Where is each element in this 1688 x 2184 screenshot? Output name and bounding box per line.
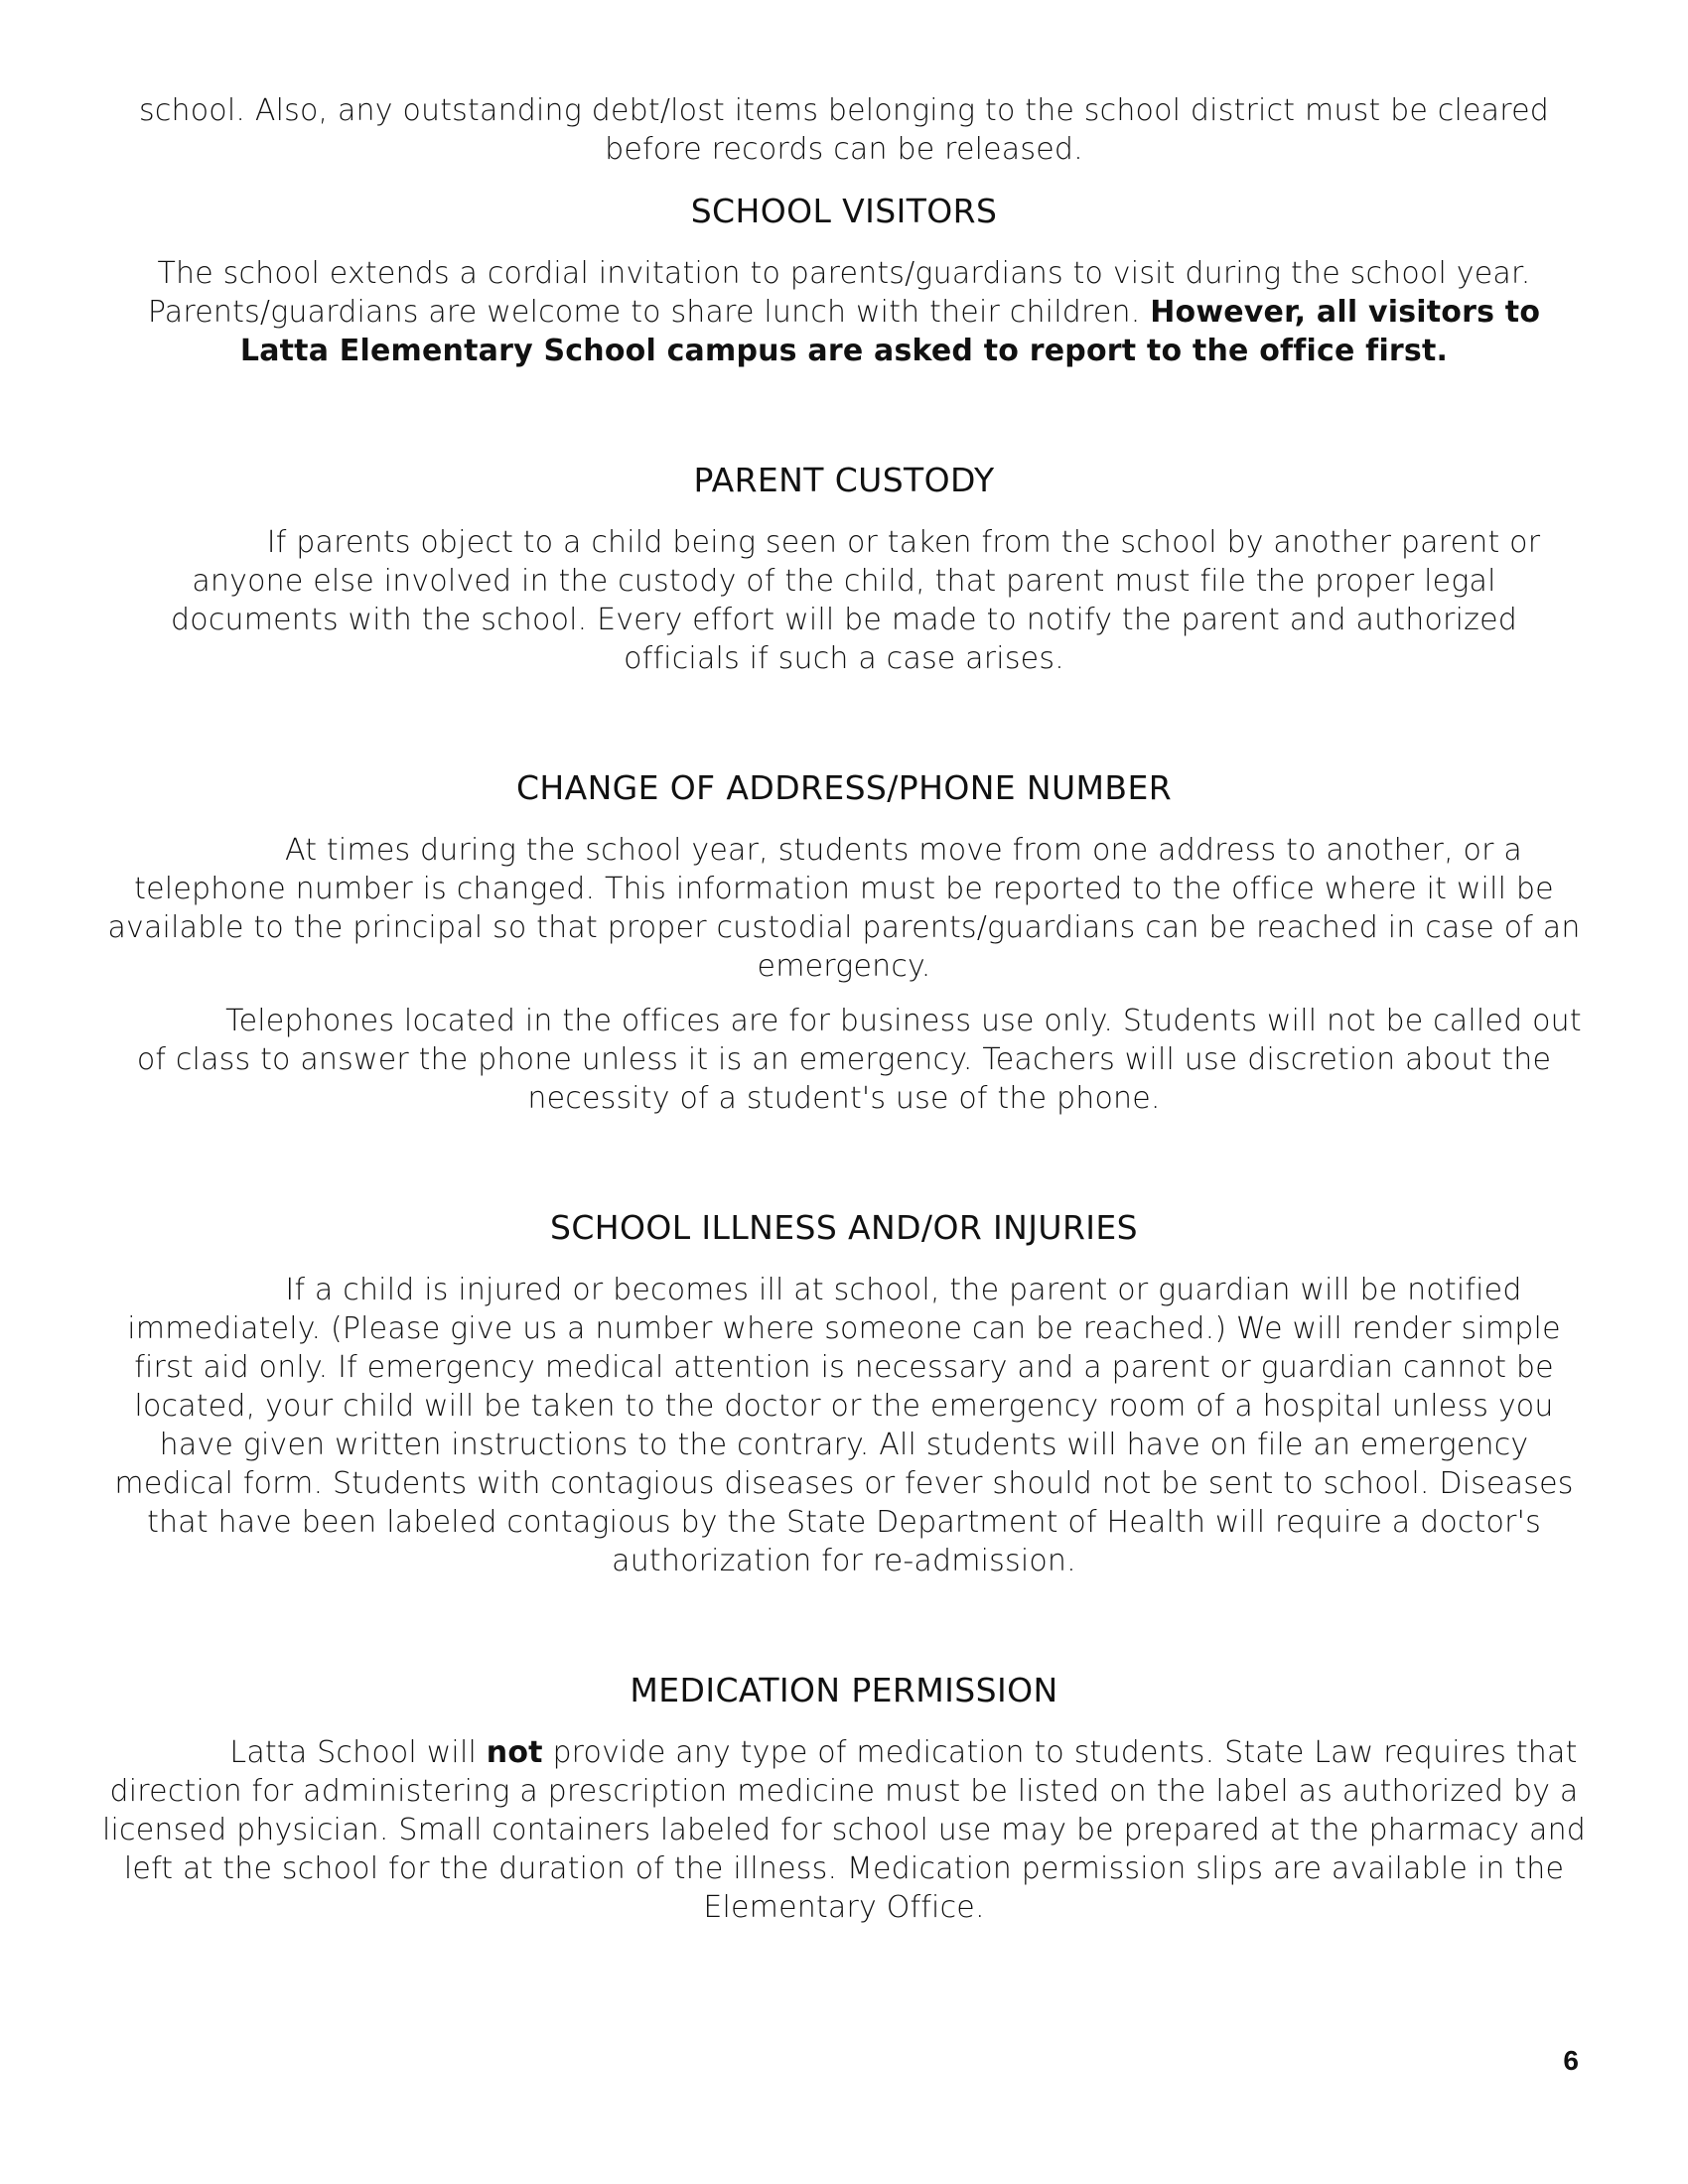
medication-paragraph [99,1733,1589,1927]
school-visitors-paragraph [99,254,1589,370]
medication-bold-text: not [486,1735,543,1770]
parent-custody-paragraph: If parents object to a child being seen or taken from the school by another parent or anyone else involved in the custody of the child, that parent must file the proper legal documents with the school. Every effort will be made to notify the parent and authorized officials if such a case arises. [171,525,1541,676]
school-visitors-bold-text: However, all visitors to Latta Elementary School campus are asked to report to the office first. [239,295,1541,368]
document-page [99,91,1589,1927]
change-of-address-paragraph-2: Telephones located in the offices are for business use only. Students will not be called out of class to answer the phone unless it is an emergency. Teachers will use discretion about the necessity of a student's use of the phone. [136,1004,1582,1116]
medication-text-before: Latta School will [229,1735,487,1770]
school-visitors-text: The school extends a cordial invitation to parents/guardians to visit during the school year. Parents/guardians are welcome to share lunch with their children. [147,256,1531,330]
medication-text-after: provide any type of medication to students. State Law requires that direction for administering a prescription medicine must be listed on the label as authorized by a licensed physician. Small containers labeled for school use may be prepared at the pharmacy and left at the school for the duration of the illness. Medication permission slips are available in the Elementary Office. [101,1735,1587,1925]
change-of-address-heading: CHANGE OF ADDRESS/PHONE NUMBER [515,768,1173,807]
page-number: 6 [1563,2045,1579,2076]
medication-heading: MEDICATION PERMISSION [630,1671,1058,1709]
illness-heading: SCHOOL ILLNESS AND/OR INJURIES [550,1208,1138,1247]
school-visitors-heading: SCHOOL VISITORS [690,192,998,230]
illness-paragraph: If a child is injured or becomes ill at school, the parent or guardian will be notified immediately. (Please give us a number where someone can be reached.) We will render simple first aid only. If emergency medical attention is necessary and a parent or guardian cannot be located, your child will be taken to the doctor or the emergency room of a hospital unless you have given written instructions to the contrary. All students will have on file an emergency medical form. Students with contagious diseases or fever should not be sent to school. Diseases that have been labeled contagious by the State Department of Health will require a doctor's authorization for re-admission. [114,1273,1574,1578]
change-of-address-paragraph-1: At times during the school year, students move from one address to another, or a telephone number is changed. This information must be reported to the office where it will be available to the principal so that proper custodial parents/guardians can be reached in case of an emergency. [107,833,1581,984]
parent-custody-heading: PARENT CUSTODY [693,461,995,499]
intro-paragraph: school. Also, any outstanding debt/lost items belonging to the school district must be cleared before records can be released. [139,93,1549,167]
